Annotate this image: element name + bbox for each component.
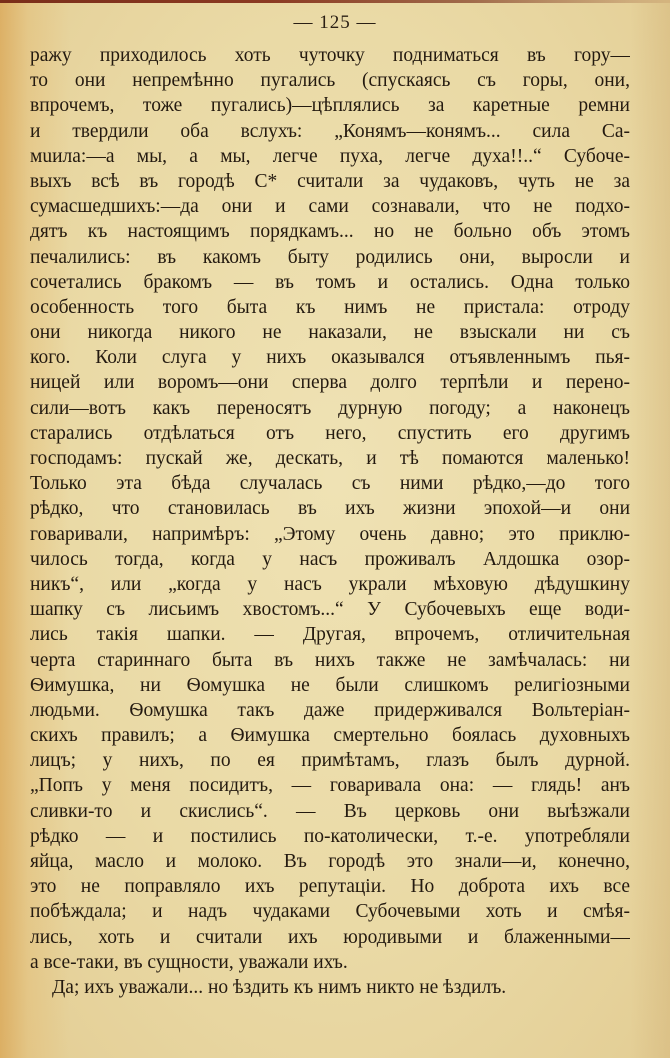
text-line: кого. Коли слуга у нихъ оказывался отъявленнымъ пья- [30, 347, 630, 369]
text-line-final-paragraph: Да; ихъ уважали... но ѣздить къ нимъ никто не ѣздилъ. [52, 976, 507, 998]
text-line: сумасшедшихъ:—да они и сами сознавали, что не подхо- [30, 196, 630, 218]
text-line: „Попъ у меня посидитъ, — говаривала она: — глядь! анъ [30, 775, 630, 797]
text-line: скихъ правилъ; а Ѳимушка смертельно боялась духовныхъ [30, 725, 630, 747]
text-line: шапку съ лисьимъ хвостомъ...“ У Субочевыхъ еще води- [30, 599, 630, 621]
text-line: сили—вотъ какъ переносятъ дурную погоду; а наконецъ [30, 397, 630, 419]
text-line: лицъ; у нихъ, по ея примѣтамъ, глазъ былъ дурной. [30, 750, 630, 772]
text-line: Только эта бѣда случалась съ ними рѣдко,—до того [30, 473, 630, 495]
text-line: сочетались бракомъ — въ томъ и остались. Одна только [30, 271, 630, 293]
text-line: черта стариннаго быта въ нихъ также не замѣчалась: ни [30, 649, 630, 671]
text-line: мuила:—а мы, а мы, легче пуха, легче духа!!..“ Субоче- [30, 145, 630, 167]
text-line: рѣдко, что становилась въ ихъ жизни эпохой—и они [30, 498, 630, 520]
text-line: людьми. Ѳомушка такъ даже придерживался Вольтеріан- [30, 699, 630, 721]
text-line: ражу приходилось хоть чуточку подниматься въ гору— [30, 45, 630, 66]
text-line: особенность того быта къ нимъ не пристала: отроду [30, 296, 630, 318]
text-line: выхъ всѣ въ городѣ С* считали за чудаковъ, чуть не за [30, 170, 630, 192]
text-line: побѣждала; и надъ чудаками Субочевыми хоть и смѣя- [30, 901, 630, 923]
text-line: ницей или воромъ—они сперва долго терпѣли и перено- [30, 372, 630, 394]
page-number: — 125 — [293, 12, 377, 33]
text-line: рѣдко — и постились по-католически, т.-е. употребляли [30, 825, 630, 847]
text-line: старались отдѣлаться отъ него, спустить его другимъ [30, 422, 630, 444]
text-line: они никогда никого не наказали, не взыскали ни съ [30, 322, 630, 344]
text-line: впрочемъ, тоже пугались)—цѣплялись за каретные ремни [30, 95, 630, 117]
text-line: яйца, масло и молоко. Въ городѣ это знали—и, конечно, [30, 851, 630, 872]
text-line: господамъ: пускай же, дескать, и тѣ помаются маленько! [30, 448, 630, 469]
text-line: это не поправляло ихъ репутаціи. Но доброта ихъ все [30, 876, 630, 898]
text-line: дятъ къ настоящимъ порядкамъ... но не больно объ этомъ [30, 221, 630, 243]
text-line-paragraph-end: а все-таки, въ сущности, уважали ихъ. [30, 951, 348, 973]
body-text [30, 43, 630, 1000]
text-line: и твердили оба вслухъ: „Конямъ—конямъ... сила Са- [30, 120, 630, 142]
text-line: говаривали, напримѣръ: „Этому очень давно; это приклю- [30, 523, 630, 545]
scan-top-edge [0, 0, 670, 3]
text-line: Ѳимушка, ни Ѳомушка не были слишкомъ религіозными [30, 674, 630, 696]
text-line: сливки-то и скислись“. — Въ церковь они выѣзжали [30, 800, 630, 822]
text-line: лись, хоть и считали ихъ юродивыми и блаженными— [30, 926, 630, 948]
text-line: лись такія шапки. — Другая, впрочемъ, отличительная [30, 624, 630, 646]
text-line: никъ“, или „когда у насъ украли мѣховую дѣдушкину [30, 573, 630, 595]
text-line: чилось тогда, когда у насъ проживалъ Алдошка озор- [30, 548, 630, 570]
text-line: то они непремѣнно пугались (спускаясь съ горы, они, [30, 70, 630, 92]
text-line: печалились: въ какомъ быту родились они, выросли и [30, 246, 630, 268]
